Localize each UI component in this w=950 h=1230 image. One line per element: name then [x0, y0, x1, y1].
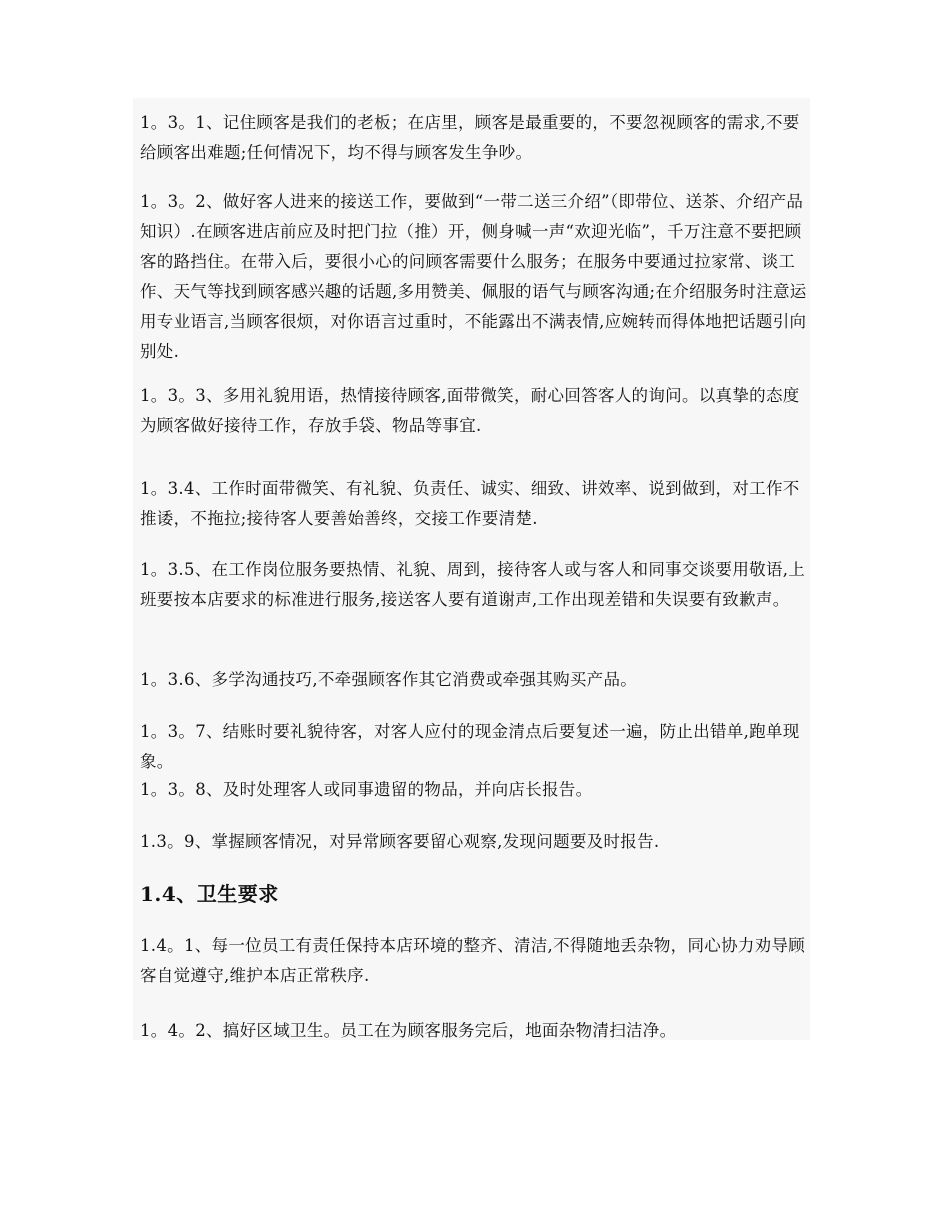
paragraph-1-4-2: 1。4。2、搞好区域卫生。员工在为顾客服务完后，地面杂物清扫洁净。	[140, 1021, 677, 1040]
paragraph-1-3-5: 1。3.5、在工作岗位服务要热情、礼貌、周到，接待客人或与客人和同事交谈要用敬语,上班要按本店要求的标准进行服务,接送客人要有道谢声,工作出现差错和失误要有致歉声。	[140, 560, 806, 609]
paragraph-1-3-8: 1。3。8、及时处理客人或同事遗留的物品，并向店长报告。	[140, 780, 593, 799]
paragraph-1-3-1: 1。3。1、记住顾客是我们的老板；在店里，顾客是最重要的，不要忽视顾客的需求,不要给顾客出难题;任何情况下，均不得与顾客发生争吵。	[140, 113, 800, 162]
paragraph-1-4-1: 1.4。1、每一位员工有责任保持本店环境的整齐、清洁,不得随地丢杂物，同心协力劝导顾客自觉遵守,维护本店正常秩序.	[140, 936, 806, 985]
paragraph-1-3-4: 1。3.4、工作时面带微笑、有礼貌、负责任、诚实、细致、讲效率、说到做到，对工作不推诿，不拖拉;接待客人要善始善终，交接工作要清楚.	[140, 479, 800, 528]
paragraph-1-3-6: 1。3.6、多学沟通技巧,不牵强顾客作其它消费或牵强其购买产品。	[140, 670, 638, 689]
paragraph-1-3-9: 1.3。9、掌握顾客情况，对异常顾客要留心观察,发现问题要及时报告.	[140, 832, 660, 851]
section-heading-1-4: 1.4、卫生要求	[140, 882, 279, 906]
paragraph-1-3-2: 1。3。2、做好客人进来的接送工作，要做到“一带二送三介绍”（即带位、送茶、介绍产品知识）.在顾客进店前应及时把门拉（推）开，侧身喊一声“欢迎光临”，千万注意不要把顾客的路挡住。在带入后，要很小心的问顾客需要什么服务；在服务中要通过拉家常、谈工作、天气等找到顾客感兴趣的话题,多用赞美、佩服的语气与顾客沟通;在介绍服务时注意运用专业语言,当顾客很烦，对你语言过重时，不能露出不满表情,应婉转而得体地把话题引向别处.	[140, 192, 807, 361]
paragraph-1-3-3: 1。3。3、多用礼貌用语，热情接待顾客,面带微笑，耐心回答客人的询问。以真挚的态度为顾客做好接待工作，存放手袋、物品等事宜.	[140, 386, 800, 435]
paragraph-1-3-7: 1。3。7、结账时要礼貌待客，对客人应付的现金清点后要复述一遍，防止出错单,跑单现象。	[140, 722, 800, 771]
